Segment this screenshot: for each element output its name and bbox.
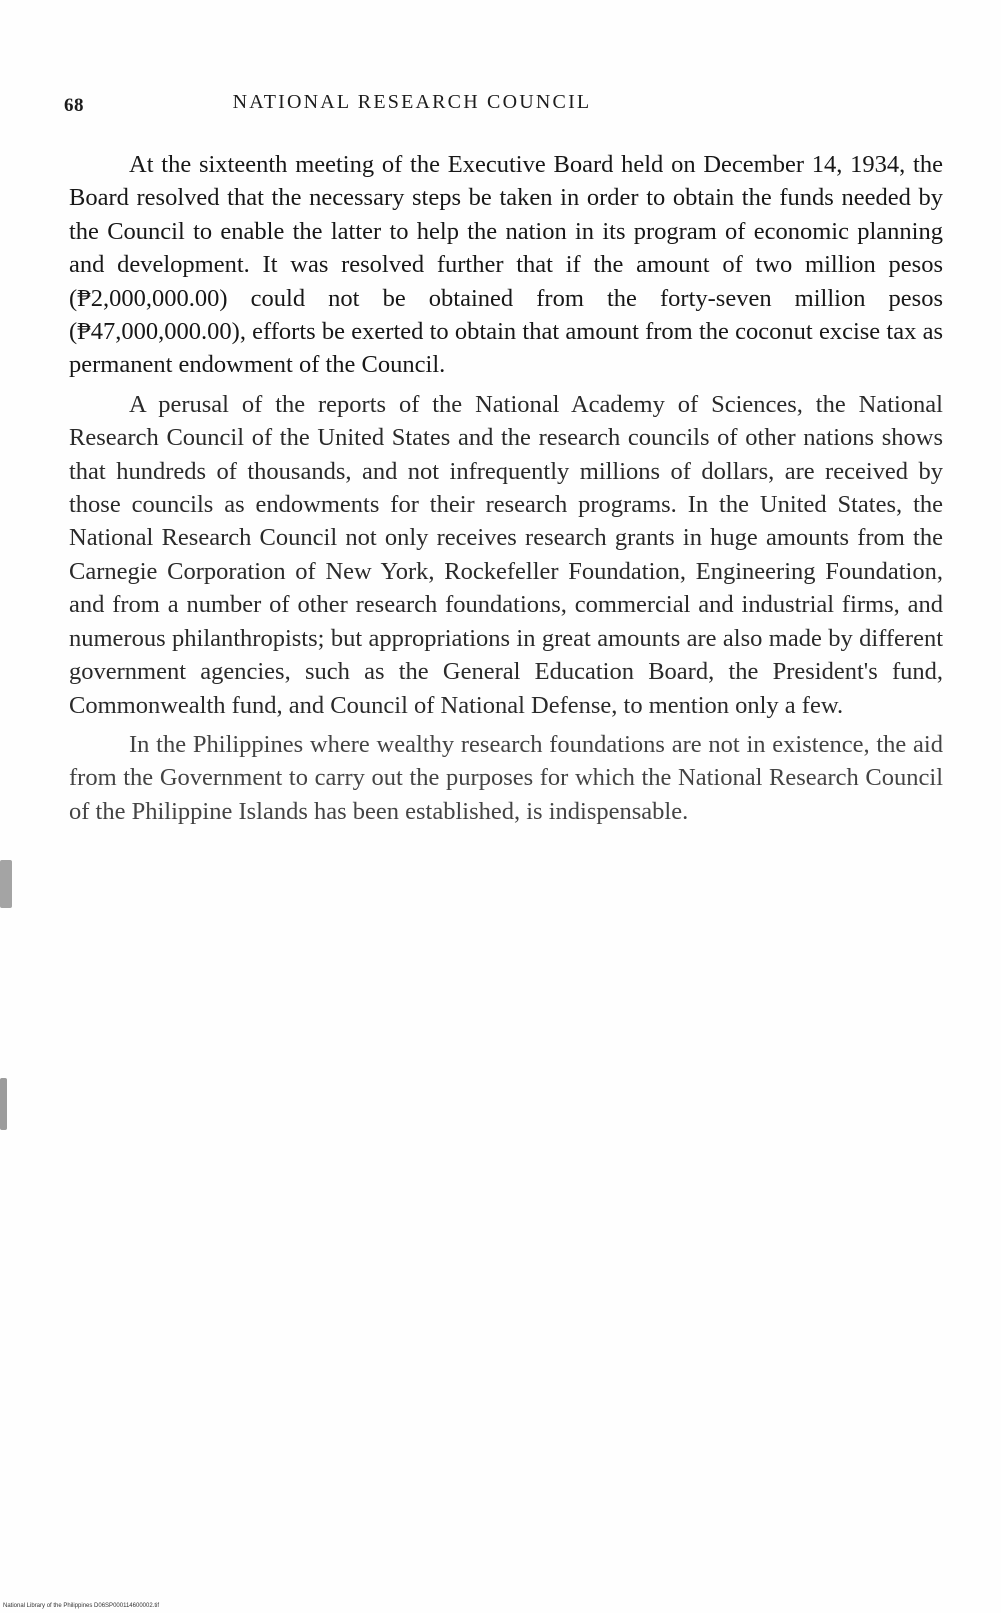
paragraph-research-councils: A perusal of the reports of the National Academy of Sciences, the National Research Council of the United States and the research councils of other nations shows that hundreds of thousands, and not infrequently millions of dollars, are received by those councils as endowments for their research programs. In the United States, the National Research Council not only receives research grants in huge amounts from the Carnegie Corporation of New York, Rockefeller Foundation, Engineering Foundation, and from a number of other research foundations, commercial and industrial firms, and numerous philanthropists; but appropriations in great amounts are also made by different government agencies, such as the General Education Board, the President's fund, Commonwealth fund, and Council of National Defense, to mention only a few. [69,390,943,719]
scan-margin-mark [0,860,12,908]
page-header [64,91,730,121]
paragraph-executive-board: At the sixteenth meeting of the Executive Board held on December 14, 1934, the Board resolved that the necessary steps be taken in order to obtain the funds needed by the Council to enable the latter to help the nation in its program of economic planning and development. It was resolved further that if the amount of two million pesos (₱2,000,000.00) could not be obtained from the forty-seven million pesos (₱47,000,000.00), efforts be exerted to obtain that amount from the coconut excise tax as permanent endowment of the Council. [69,151,943,379]
page-number: 68 [64,95,84,116]
running-title: NATIONAL RESEARCH COUNCIL [232,91,592,113]
paragraph-philippines: In the Philippines where wealthy research foundations are not in existence, the aid from the Government to carry out the purposes for which the National Research Council of the Philippine Islands has been established, is indispensable. [69,730,943,825]
body-text [69,148,943,834]
scan-footer-caption: National Library of the Philippines D06SP000114600002.tif [3,1603,159,1609]
scan-margin-mark [0,1078,7,1130]
